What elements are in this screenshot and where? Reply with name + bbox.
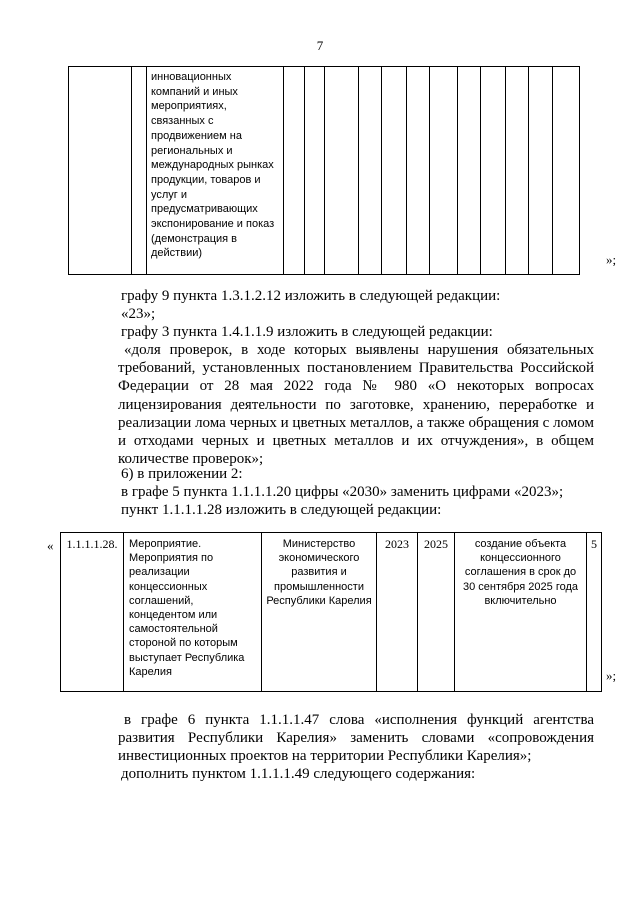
- table2-opening-quote: «: [47, 538, 54, 553]
- table-cell-empty: [529, 67, 553, 275]
- paragraph: графу 3 пункта 1.4.1.1.9 изложить в следующей редакции:: [121, 324, 493, 340]
- table1-closing-quote: »;: [606, 252, 617, 267]
- paragraph: графу 9 пункта 1.3.1.2.12 изложить в следующей редакции:: [121, 288, 501, 304]
- table-cell-empty: [284, 67, 305, 275]
- table-row: [69, 67, 580, 275]
- table-row: [61, 533, 602, 692]
- table-cell-empty: [481, 67, 506, 275]
- paragraph: 6) в приложении 2:: [121, 466, 243, 482]
- paragraph: пункт 1.1.1.1.28 изложить в следующей редакции:: [121, 502, 442, 518]
- paragraph: в графе 5 пункта 1.1.1.1.20 цифры «2030» заменить цифрами «2023»;: [121, 484, 564, 500]
- table-cell-empty: [458, 67, 481, 275]
- paragraph-justified: [118, 341, 594, 468]
- table2-closing-quote: »;: [606, 668, 617, 683]
- paragraph-justified: [118, 711, 594, 766]
- paragraph-text: в графе 6 пункта 1.1.1.1.47 слова «исполнения функций агентства развития Республики Карелия» заменить словами «сопровождения инвестиционных проектов на территории Республики Карелия»;: [118, 712, 594, 765]
- cell-ministry: Министерство экономического развития и промышленности Республики Карелия: [262, 533, 377, 692]
- cell-event: Мероприятие. Мероприятия по реализации концессионных соглашений, концедентом или самостоятельной стороной по которым выступает Республика Карелия: [124, 533, 262, 692]
- page-number: 7: [316, 38, 324, 53]
- cell-value: 5: [587, 533, 602, 692]
- table-cell-empty: [69, 67, 132, 275]
- paragraph: дополнить пунктом 1.1.1.1.49 следующего содержания:: [121, 766, 476, 782]
- paragraph-text: «доля проверок, в ходе которых выявлены нарушения обязательных требований, установленных постановлением Правительства Российской Федерации от 28 мая 2022 года № 980 «О некоторых вопросах лицензирования деятельности по заготовке, хранению, переработке и реализации лома черных и цветных металлов, а также обращения с ломом и отходами черных и цветных металлов и их отчуждения», в общем количестве проверок»;: [118, 342, 594, 468]
- table-cell-empty: [132, 67, 147, 275]
- table-cell-empty: [407, 67, 430, 275]
- table-cell-empty: [382, 67, 407, 275]
- table-cell-empty: [553, 67, 580, 275]
- table-cell-empty: [506, 67, 529, 275]
- table-cell-empty: [359, 67, 382, 275]
- continuation-table: [68, 66, 580, 275]
- cell-year-end: 2025: [418, 533, 455, 692]
- cell-year-start: 2023: [377, 533, 418, 692]
- replacement-table: [60, 532, 602, 692]
- table-cell-empty: [430, 67, 458, 275]
- cell-result: создание объекта концессионного соглашения в срок до 30 сентября 2025 года включительно: [455, 533, 587, 692]
- table-cell-text: инновационных компаний и иных мероприятиях, связанных с продвижением на региональных и международных рынках продукции, товаров и услуг и предусматривающих экспонирование и показ (демонстрация в действии): [147, 67, 284, 275]
- paragraph: «23»;: [121, 306, 156, 322]
- table-cell-empty: [305, 67, 325, 275]
- cell-number: 1.1.1.1.28.: [61, 533, 124, 692]
- table-cell-empty: [325, 67, 359, 275]
